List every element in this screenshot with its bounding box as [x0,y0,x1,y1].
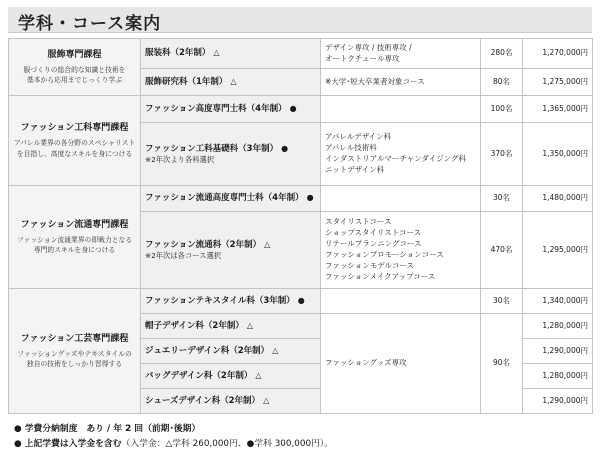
triangle-mark-icon: △ [246,320,253,330]
course-name: ファッションテキスタイル科（3年制） [145,295,295,306]
department-cell [9,39,141,96]
triangle-mark-icon: △ [263,395,270,405]
fee-note-bold: ● 上記学費は入学金を含む [14,439,122,450]
capacity-cell: 280名 [481,39,523,69]
dot-mark-icon: ● [297,295,305,305]
course-name: シューズデザイン科（2年制） [145,395,261,406]
department-cell [9,96,141,186]
fee-cell: 1,290,000円 [523,339,593,364]
major-item: デザイン専攻 / 技術専攻 / [325,42,412,52]
fee-note [14,437,333,452]
table-row [9,39,593,69]
course-cell [141,186,321,212]
course-table [8,38,593,414]
department-cell [9,289,141,414]
footnotes [14,422,333,453]
major-cell [321,212,481,289]
fee-cell: 1,280,000円 [523,314,593,339]
triangle-mark-icon: △ [255,370,262,380]
triangle-mark-icon: △ [230,76,237,86]
department-desc: ファッショングッズやテキスタイルの [17,349,132,358]
course-cell [141,364,321,389]
department-name: ファッション工芸専門課程 [20,333,129,344]
course-name: 帽子デザイン科（2年制） [145,320,244,331]
major-cell [321,186,481,212]
capacity-cell: 100名 [481,96,523,123]
major-item: ファッションメイクアップコース [325,271,436,281]
major-cell [321,69,481,96]
course-cell [141,123,321,186]
dot-mark-icon: ● [306,193,314,203]
course-name: バッグデザイン科（2年制） [145,370,253,381]
course-cell [141,314,321,339]
major-item: アパレルデザイン科 [325,132,392,142]
major-cell: ファッショングッズ専攻 [321,314,481,414]
course-name: 服飾研究科（1年制） [145,76,228,87]
table-row [9,289,593,314]
major-cell [321,39,481,69]
course-cell [141,389,321,414]
department-desc: 専門的スキルを身につける [33,246,116,255]
triangle-mark-icon: △ [272,345,279,355]
department-name: ファッション流通専門課程 [20,219,129,230]
course-cell [141,289,321,314]
course-name: ファッション高度専門士科（4年制） [145,103,287,114]
triangle-mark-icon: △ [213,48,220,58]
capacity-cell: 30名 [481,186,523,212]
fee-note-detail: （入学金：△学科 260,000円、●学科 300,000円）。 [121,439,334,450]
dot-mark-icon: ● [289,103,297,113]
fee-cell: 1,340,000円 [523,289,593,314]
department-desc: を目指し、高度なスキルを身につける [16,149,133,158]
major-cell [321,289,481,314]
major-item: ファッションモデルコース [325,260,414,270]
capacity-cell: 370名 [481,123,523,186]
major-item: インダストリアルマーチャンダイジング科 [325,154,466,163]
fee-cell: 1,480,000円 [523,186,593,212]
major-item: スタイリストコース [325,217,392,227]
course-cell [141,69,321,96]
course-cell [141,212,321,289]
table-row [9,96,593,123]
major-item: ショップスタイリストコース [325,228,422,238]
department-desc: ファッション流通業界の即戦力となる [16,235,133,244]
department-name: ファッション工科専門課程 [20,123,129,134]
department-desc: 基本から応用までじっくり学ぶ [26,76,123,85]
major-item: ファッションプロモーションコース [325,250,444,259]
capacity-cell: 90名 [481,314,523,414]
triangle-mark-icon: △ [264,239,271,249]
course-name: ファッション流通科（2年制） [145,239,262,250]
major-item: ※大学･短大卒業者対象コース [325,76,425,86]
department-name: 服飾専門課程 [47,49,102,60]
department-desc: アパレル業界の各分野のスペシャリスト [13,139,136,148]
fee-cell: 1,280,000円 [523,364,593,389]
fee-cell: 1,290,000円 [523,389,593,414]
major-item: リテールプランニングコース [325,239,422,249]
department-desc: 独自の技術をしっかり習得する [26,360,123,369]
course-name: ジュエリーデザイン科（2年制） [145,345,270,356]
capacity-cell: 30名 [481,289,523,314]
fee-cell: 1,295,000円 [523,212,593,289]
dot-mark-icon: ● [281,143,289,153]
major-cell [321,96,481,123]
title-bar [8,7,592,33]
capacity-cell: 80名 [481,69,523,96]
course-name: ファッション工科基礎科（3年制） [145,143,279,154]
fee-cell: 1,365,000円 [523,96,593,123]
fee-cell: 1,270,000円 [523,39,593,69]
page-title: 学科・コース案内 [18,14,162,34]
course-note: ※2年次は各コース選択 [145,250,222,260]
department-cell [9,186,141,289]
major-item: オートクチュール専攻 [325,53,400,63]
course-cell [141,339,321,364]
major-item: アパレル技術科 [325,143,377,153]
installment-note: ● 学費分納制度 あり / 年 2 回（前期･後期） [14,424,201,434]
department-desc: 服づくりの総合的な知識と技術を [23,65,126,74]
course-name: ファッション流通高度専門士科（4年制） [145,193,304,204]
course-cell [141,39,321,69]
course-cell [141,96,321,123]
fee-cell: 1,350,000円 [523,123,593,186]
table-row [9,186,593,212]
major-item: ニットデザイン科 [325,164,385,174]
major-cell [321,123,481,186]
fee-cell: 1,275,000円 [523,69,593,96]
course-note: ※2年次より各科選択 [145,154,215,164]
capacity-cell: 470名 [481,212,523,289]
course-name: 服装科（2年制） [145,48,211,59]
